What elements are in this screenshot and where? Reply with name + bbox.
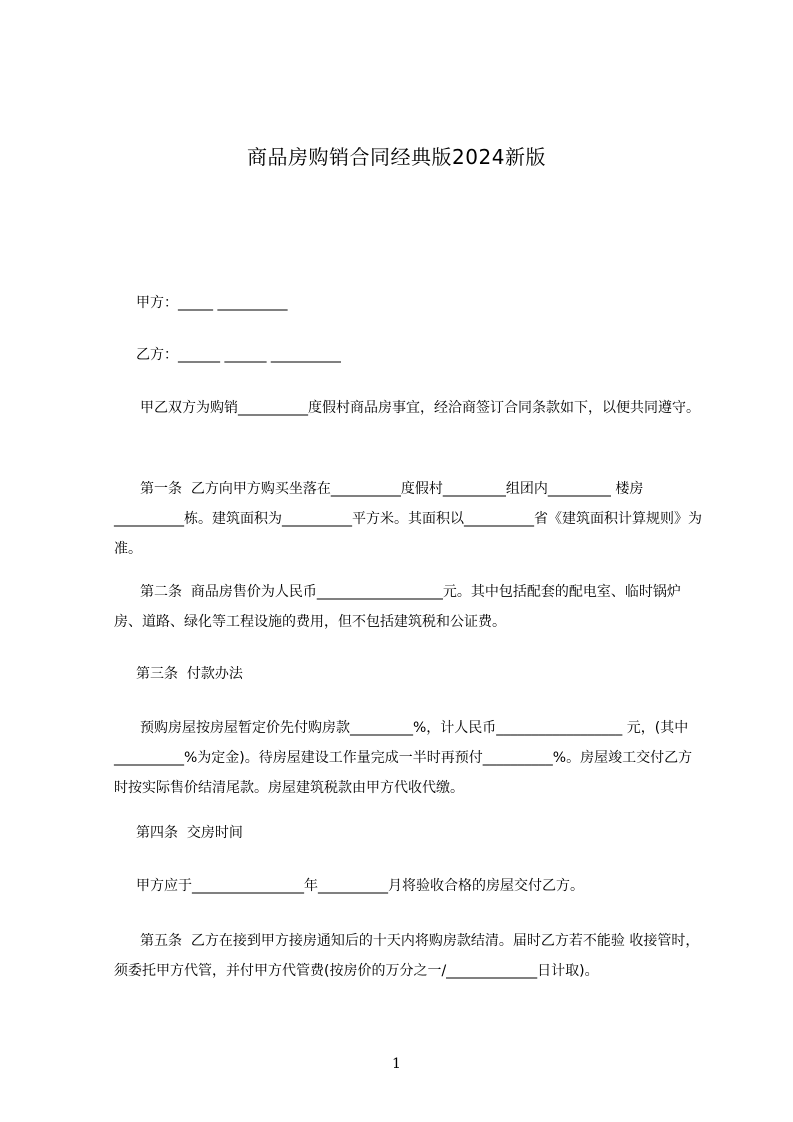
page-number: 1 [392,1056,401,1072]
party-a-line: 甲方：_____ __________ [136,295,288,311]
article-3-body: 预购房屋按房屋暂定价先付购房款_________%，计人民币__________________ 元，(其中__________%为定金)。待房屋建设工作量完成一半时再预付__________%。房屋竣工交付乙方时按实际售价结清尾款。房屋建筑税款由甲方代收代缴。 [114,720,693,796]
article-5: 第五条 乙方在接到甲方接房通知后的十天内将购房款结清。届时乙方若不能验 收接管时，须委托甲方代管，并付甲方代管费(按房价的万分之一/_____________日计取)。 [114,933,700,979]
document-title: 商品房购销合同经典版2024新版 [247,145,546,169]
article-3-heading: 第三条 付款办法 [136,666,243,682]
article-4-heading: 第四条 交房时间 [136,825,243,841]
article-2: 第二条 商品房售价为人民币__________________元。其中包括配套的配电室、临时锅炉房、道路、绿化等工程设施的费用，但不包括建筑税和公证费。 [114,584,681,630]
article-4-body: 甲方应于________________年__________月将验收合格的房屋交付乙方。 [136,878,584,894]
intro-paragraph: 甲乙双方为购销__________度假村商品房事宜，经洽商签订合同条款如下，以便共同遵守。 [140,400,700,416]
party-b-line: 乙方：______ ______ __________ [136,347,341,363]
article-1: 第一条 乙方向甲方购买坐落在__________度假村_________组团内_________ 楼房__________栋。建筑面积为__________平方米。其面积以__________省《建筑面积计算规则》为准。 [114,481,702,557]
